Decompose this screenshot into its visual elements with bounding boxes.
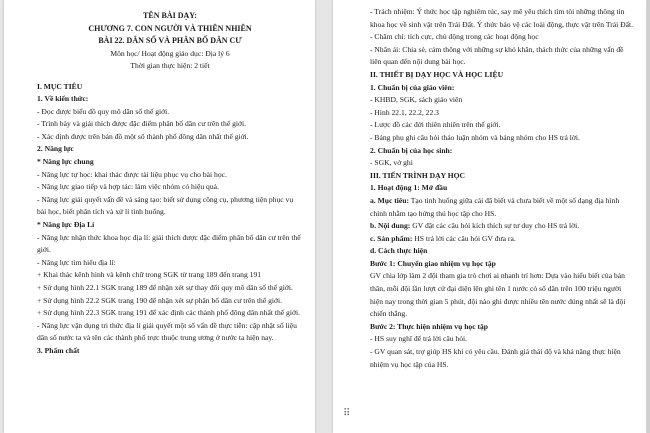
geography-competency-item: - Năng lực tìm hiểu địa lí: <box>37 257 116 267</box>
step2-item: - HS suy nghĩ để trả lời câu hỏi. <box>370 334 468 344</box>
lesson-label: TÊN BÀI DẠY: <box>143 11 197 20</box>
general-competency-item: - Năng lực giải quyết vấn đề và sáng tạo: biết sử dụng công cụ, phương tiện phục vụ bài học, biết phân tích và xử lí tình huống. <box>37 194 294 217</box>
document-page-left <box>4 0 315 433</box>
geography-competency-heading: * Năng lực Địa Lí <box>37 220 95 230</box>
knowledge-heading: 1. Về kiến thức: <box>37 94 89 104</box>
teacher-prep-item: - KHBD, SGK, sách giáo viên <box>370 95 463 105</box>
subject-line: Môn học/ Hoạt động giáo dục: Địa lý 6 <box>110 48 230 58</box>
step2-item: - GV quan sát, trợ giúp HS khi có yêu cầu. Đánh giá thái độ và khả năng thực hiện nhiệm vụ học tập của HS. <box>370 347 621 369</box>
step1-heading: Bước 1: Chuyển giao nhiệm vụ học tập <box>370 258 496 268</box>
page-left-content <box>37 10 303 358</box>
geography-competency-item: + Sử dụng hình 22.3 SGK trang 191 để xác định các thành phố đông dân nhất thế giới. <box>37 308 300 318</box>
quality-item: - Nhân ái: Chia sẻ, cảm thông với những sự khó khăn, thách thức của những vấn đề liên quan đến nội dung bài học. <box>370 44 624 67</box>
teacher-prep-item: - Hình 22.1, 22.2, 22.3 <box>370 107 439 117</box>
general-competency-item: - Năng lực tự học: khai thác được tài liệu phục vụ cho bài học. <box>37 169 227 179</box>
section-equipment-heading: II. THIẾT BỊ DẠY HỌC VÀ HỌC LIỆU <box>370 69 504 79</box>
geography-competency-item: + Sử dụng hình 22.2 SGK trang 190 để nhận xét sự phân bố dân cư trên thế giới. <box>37 295 283 305</box>
knowledge-item: - Đọc được biểu đồ quy mô dân số thế giới. <box>37 106 170 116</box>
chapter-title: CHƯƠNG 7. CON NGƯỜI VÀ THIÊN NHIÊN <box>88 23 252 33</box>
drag-handle-icon[interactable]: ⠿ <box>343 408 351 419</box>
document-page-right <box>333 0 646 433</box>
general-competency-item: - Năng lực giao tiếp và hợp tác: làm việc nhóm có hiệu quả. <box>37 182 219 192</box>
method-heading: d. Cách thực hiện <box>370 246 428 256</box>
page-right-content <box>370 6 636 371</box>
teacher-prep-item: - Bảng phụ ghi câu hỏi thảo luận nhóm và bảng nhóm cho HS trả lời. <box>370 132 580 142</box>
activity1-heading: 1. Hoạt động 1: Mở đầu <box>370 183 448 193</box>
product-text: HS trả lời các câu hỏi GV đưa ra. <box>414 233 516 243</box>
section-process-heading: III. TIẾN TRÌNH DẠY HỌC <box>370 170 466 180</box>
content-text: GV đặt các câu hỏi kích thích sự tư duy cho HS trả lời. <box>412 221 580 231</box>
geography-competency-item: - Năng lực vận dụng tri thức địa lí giải quyết một số vấn đề thực tiễn: cập nhật số liệu dân số nước ta và tên các thành phố trực thuộc trung ương ở nước ta hiện nay. <box>37 320 297 343</box>
quality-item: - Trách nhiệm: Ý thức học tập nghiêm túc, say mê yêu thích tìm tòi những thông tin khoa học về sinh vật trên Trái Đất. Ý thức bảo vệ các loài động, thực vật trên Trái Đất. <box>370 7 633 29</box>
geography-competency-item: - Năng lực nhận thức khoa học địa lí: giải thích được đặc điểm phân bố dân cư trên thế giới. <box>37 232 301 255</box>
product-label: c. Sản phẩm: <box>370 233 413 243</box>
knowledge-item: - Xác định được trên bản đồ một số thành phố đông dân nhất thế giới. <box>37 131 249 141</box>
content-paragraph <box>370 220 636 233</box>
teacher-prep-item: - Lược đồ các đới thiên nhiên trên thế giới. <box>370 120 501 130</box>
step1-text: GV chia lớp làm 2 đội tham gia trò chơi ai nhanh trí hơn: Dựa vào hiểu biết của bản thân, mỗi đội lần lượt cử đại diện lên ghi tên 1 nước có số dân trên 100 triệu người hiện nay trong thời gian 5 phút, đội nào ghi được nhiều tên nước đúng nhất sẽ là đội chiến thắng. <box>370 271 626 319</box>
student-prep-item: - SGK, vở ghi <box>370 158 413 168</box>
quality-item: - Chăm chỉ: tích cực, chủ động trong các hoạt động học <box>370 32 539 42</box>
geography-competency-item: + Khai thác kênh hình và kênh chữ trong SGK từ trang 189 đến trang 191 <box>37 270 262 280</box>
duration-line: Thời gian thực hiện: 2 tiết <box>130 61 210 70</box>
step2-heading: Bước 2: Thực hiện nhiệm vụ học tập <box>370 321 489 331</box>
objective-text: Tạo tình huống giữa cái đã biết và chưa biết về một số dạng địa hình chính nhằm tạo hứng thú học tập cho HS. <box>370 195 620 218</box>
lesson-title: BÀI 22. DÂN SỐ VÀ PHÂN BỐ DÂN CƯ <box>98 36 242 45</box>
teacher-prep-heading: 1. Chuẩn bị của giáo viên: <box>370 82 455 92</box>
qualities-heading: 3. Phẩm chất <box>37 345 80 355</box>
student-prep-heading: 2. Chuẩn bị của học sinh: <box>370 145 453 155</box>
competency-heading: 2. Năng lực <box>37 144 74 154</box>
content-label: b. Nội dung: <box>370 221 411 231</box>
geography-competency-item: + Sử dụng hình 22.1 SGK trang 189 để nhận xét sự thay đổi quy mô dân số thế giới. <box>37 283 293 292</box>
section-objectives-heading: I. MỤC TIÊU <box>37 81 83 91</box>
objective-label: a. Mục tiêu: <box>370 195 410 205</box>
knowledge-item: - Trình bày và giải thích được đặc điểm phân bố dân cư trên thế giới. <box>37 119 247 129</box>
product-paragraph <box>370 233 636 246</box>
general-competency-heading: * Năng lực chung <box>37 157 94 167</box>
objective-paragraph <box>370 195 636 220</box>
